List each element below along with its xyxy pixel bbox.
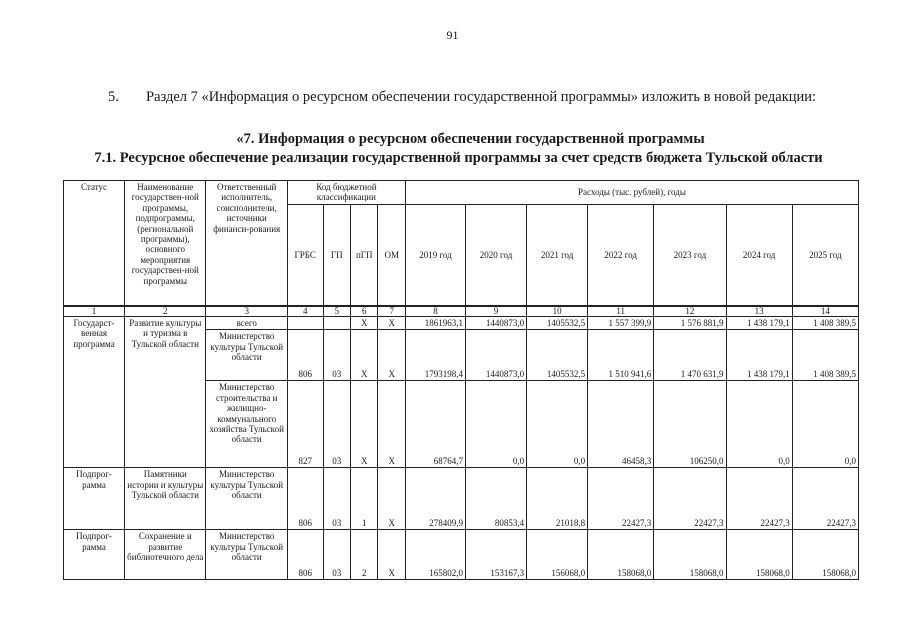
cell-executor: Министерство культуры Тульской области xyxy=(206,530,287,580)
header-year: 2024 год xyxy=(726,205,792,306)
cell-value: 22427,3 xyxy=(654,468,726,530)
table-row-subprogram-libraries xyxy=(64,530,859,580)
cell-om: X xyxy=(378,530,405,580)
cell-value: 156068,0 xyxy=(527,530,588,580)
cell-pgp: X xyxy=(351,330,378,381)
cell-om: X xyxy=(378,330,405,381)
cell-value: 1 408 389,5 xyxy=(792,317,858,330)
cell-value: 46458,3 xyxy=(588,381,654,468)
cell-om: X xyxy=(378,468,405,530)
table-row-program-total xyxy=(64,317,859,330)
cell-gp: 03 xyxy=(323,381,350,468)
column-number: 13 xyxy=(726,306,792,317)
cell-value: 0,0 xyxy=(527,381,588,468)
header-executor: Ответственный исполнитель, соисполнители, источники финанси-рования xyxy=(206,181,287,306)
column-number: 4 xyxy=(287,306,323,317)
cell-program-name: Сохранение и развитие библиотечного дела xyxy=(125,530,206,580)
header-expenses: Расходы (тыс. рублей), годы xyxy=(405,181,858,205)
instruction-text: Раздел 7 «Информация о ресурсном обеспечении государственной программы» изложить в новой редакции: xyxy=(146,89,817,105)
section-heading: «7. Информация о ресурсном обеспечении государственной программы xyxy=(236,131,705,147)
column-number: 9 xyxy=(466,306,527,317)
cell-gp: 03 xyxy=(323,468,350,530)
header-year: 2021 год xyxy=(527,205,588,306)
cell-value: 1 510 941,6 xyxy=(588,330,654,381)
column-number: 5 xyxy=(323,306,350,317)
cell-value: 0,0 xyxy=(726,381,792,468)
cell-value: 1405532,5 xyxy=(527,317,588,330)
cell-value: 1440873,0 xyxy=(466,330,527,381)
cell-value: 158068,0 xyxy=(654,530,726,580)
cell-value: 22427,3 xyxy=(792,468,858,530)
column-number: 1 xyxy=(64,306,125,317)
cell-om: X xyxy=(378,317,405,330)
cell-value: 1793198,4 xyxy=(405,330,465,381)
cell-status: Государст-венная программа xyxy=(64,317,125,468)
resource-table xyxy=(63,180,859,580)
cell-value: 1405532,5 xyxy=(527,330,588,381)
cell-grbs xyxy=(287,317,323,330)
cell-pgp: X xyxy=(351,317,378,330)
cell-program-name: Памятники истории и культуры Тульской области xyxy=(125,468,206,530)
cell-value: 165802,0 xyxy=(405,530,465,580)
column-number: 2 xyxy=(125,306,206,317)
header-year: 2020 год xyxy=(466,205,527,306)
cell-grbs: 806 xyxy=(287,468,323,530)
header-year: 2023 год xyxy=(654,205,726,306)
cell-om: X xyxy=(378,381,405,468)
cell-value: 80853,4 xyxy=(466,468,527,530)
cell-gp xyxy=(323,317,350,330)
cell-value: 153167,3 xyxy=(466,530,527,580)
cell-value: 1 408 389,5 xyxy=(792,330,858,381)
header-status: Статус xyxy=(64,181,125,306)
cell-value: 158068,0 xyxy=(792,530,858,580)
cell-value: 158068,0 xyxy=(588,530,654,580)
header-budget-code: Код бюджетной классификации xyxy=(287,181,405,205)
cell-executor: Министерство культуры Тульской области xyxy=(206,330,287,381)
cell-executor: Министерство культуры Тульской области xyxy=(206,468,287,530)
header-om: ОМ xyxy=(378,205,405,306)
column-number: 11 xyxy=(588,306,654,317)
cell-value: 1 438 179,1 xyxy=(726,330,792,381)
cell-status: Подпрог-рамма xyxy=(64,530,125,580)
header-pgp: пГП xyxy=(351,205,378,306)
cell-value: 1 438 179,1 xyxy=(726,317,792,330)
cell-grbs: 827 xyxy=(287,381,323,468)
cell-value: 1861963,1 xyxy=(405,317,465,330)
amendment-instruction xyxy=(108,89,816,106)
cell-program-name: Развитие культуры и туризма в Тульской области xyxy=(125,317,206,468)
column-number: 8 xyxy=(405,306,465,317)
table-row-subprogram-monuments xyxy=(64,468,859,530)
column-number: 3 xyxy=(206,306,287,317)
cell-value: 278409,9 xyxy=(405,468,465,530)
cell-value: 0,0 xyxy=(466,381,527,468)
cell-value: 0,0 xyxy=(792,381,858,468)
cell-pgp: 1 xyxy=(351,468,378,530)
subsection-heading: 7.1. Ресурсное обеспечение реализации государственной программы за счет средств бюджета Тульской области xyxy=(94,150,823,166)
cell-value: 22427,3 xyxy=(588,468,654,530)
cell-value: 22427,3 xyxy=(726,468,792,530)
cell-value: 1 557 399,9 xyxy=(588,317,654,330)
header-year: 2022 год xyxy=(588,205,654,306)
header-grbs: ГРБС xyxy=(287,205,323,306)
cell-executor: Министерство строительства и жилищно-коммунального хозяйства Тульской области xyxy=(206,381,287,468)
header-name: Наименование государствен-ной программы, подпрограммы, (региональной программы), основного мероприятия государствен-ной программы xyxy=(125,181,206,306)
cell-pgp: X xyxy=(351,381,378,468)
page-number: 91 xyxy=(446,28,459,42)
column-number-row xyxy=(64,306,859,317)
cell-value: 21018,8 xyxy=(527,468,588,530)
column-number: 6 xyxy=(351,306,378,317)
header-gp: ГП xyxy=(323,205,350,306)
header-year: 2025 год xyxy=(792,205,858,306)
cell-gp: 03 xyxy=(323,530,350,580)
column-number: 12 xyxy=(654,306,726,317)
cell-gp: 03 xyxy=(323,330,350,381)
cell-status: Подпрог-рамма xyxy=(64,468,125,530)
column-number: 10 xyxy=(527,306,588,317)
header-year: 2019 год xyxy=(405,205,465,306)
cell-value: 158068,0 xyxy=(726,530,792,580)
cell-executor: всего xyxy=(206,317,287,330)
cell-value: 1 470 631,9 xyxy=(654,330,726,381)
cell-grbs: 806 xyxy=(287,530,323,580)
column-number: 14 xyxy=(792,306,858,317)
cell-pgp: 2 xyxy=(351,530,378,580)
cell-value: 106250,0 xyxy=(654,381,726,468)
header-row-top xyxy=(64,181,859,205)
cell-grbs: 806 xyxy=(287,330,323,381)
cell-value: 68764,7 xyxy=(405,381,465,468)
cell-value: 1440873,0 xyxy=(466,317,527,330)
instruction-number: 5. xyxy=(108,89,119,105)
cell-value: 1 576 881,9 xyxy=(654,317,726,330)
column-number: 7 xyxy=(378,306,405,317)
